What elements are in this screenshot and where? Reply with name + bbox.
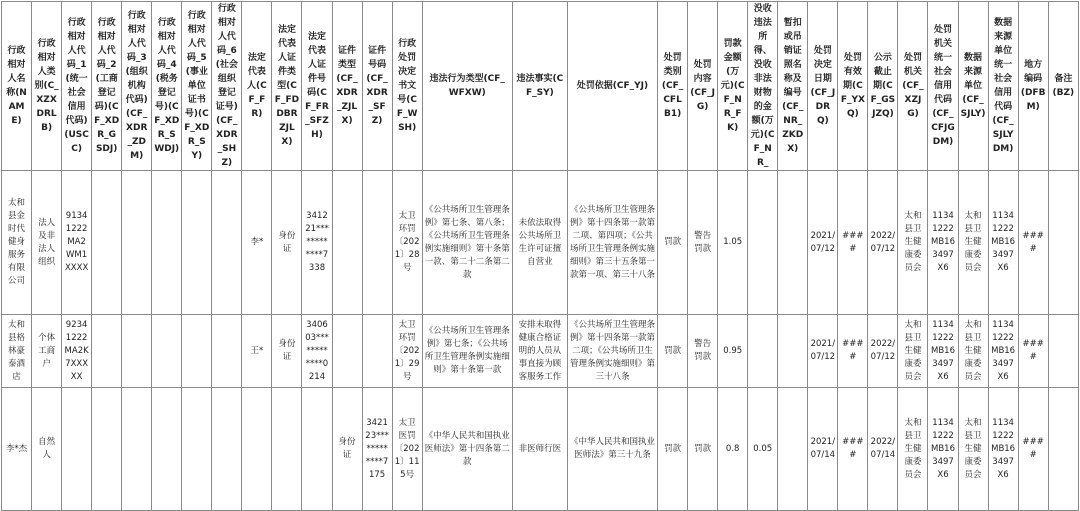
table-cell: 太和县卫生健康委员会 bbox=[898, 315, 928, 388]
penalty-table bbox=[1, 1, 1079, 511]
table-cell: 11341222MB163497X6 bbox=[928, 171, 958, 315]
table-cell: 太卫环罚〔2021〕29号 bbox=[392, 315, 422, 388]
table-cell bbox=[362, 315, 392, 388]
table-cell: 0.05 bbox=[748, 388, 778, 511]
header-cell: 法定代表人(CF_FR) bbox=[242, 2, 272, 171]
table-cell: 李*杰 bbox=[2, 388, 32, 511]
table-cell: 太和县金时代健身服务有限公司 bbox=[2, 171, 32, 315]
table-cell bbox=[92, 171, 122, 315]
table-cell bbox=[122, 388, 152, 511]
table-cell: 警告罚款 bbox=[688, 315, 718, 388]
table-cell: 太和县卫生健康委员会 bbox=[958, 388, 988, 511]
table-row bbox=[2, 171, 1079, 315]
table-cell: 2021/07/12 bbox=[808, 171, 838, 315]
header-cell: 行政处罚决定书文号(CF_WSH) bbox=[392, 2, 422, 171]
table-cell: 92341222MA2K7XXXXX bbox=[62, 315, 92, 388]
table-row bbox=[2, 315, 1079, 388]
table-cell: 自然人 bbox=[32, 388, 62, 511]
table-cell: 法人及非法人组织 bbox=[32, 171, 62, 315]
header-cell: 处罚类别(CF_CFLB1) bbox=[658, 2, 688, 171]
table-cell bbox=[212, 171, 242, 315]
table-cell bbox=[332, 171, 362, 315]
table-cell: 11341222MB163497X6 bbox=[928, 388, 958, 511]
table-cell bbox=[182, 315, 212, 388]
table-cell: 非医师行医 bbox=[512, 388, 567, 511]
table-row bbox=[2, 388, 1079, 511]
table-cell: 1.05 bbox=[718, 171, 748, 315]
header-cell: 行政相对人代码_1(统一社会信用代码)(USCC) bbox=[62, 2, 92, 171]
table-cell bbox=[152, 388, 182, 511]
table-cell bbox=[242, 388, 272, 511]
table-cell: 《公共场所卫生管理条例》第十四条第一款第二项、第四项；《公共场所卫生管理条例实施细则》第三十五条第一款第一项、第三十八条 bbox=[567, 171, 657, 315]
table-cell: 未依法取得公共场所卫生许可证擅自营业 bbox=[512, 171, 567, 315]
table-cell: 2021/07/14 bbox=[808, 388, 838, 511]
table-cell bbox=[778, 388, 808, 511]
table-cell: 《中华人民共和国执业医师法》第三十九条 bbox=[567, 388, 657, 511]
table-cell: #### bbox=[1018, 171, 1048, 315]
header-cell: 法定代表人证件号码(CF_FR_SFZH) bbox=[302, 2, 332, 171]
table-cell: 《公共场所卫生管理条例》第七条、第八条；《公共场所卫生管理条例实施细则》第十条第一款、第二十二条第二款 bbox=[422, 171, 512, 315]
header-cell: 备注(BZ) bbox=[1048, 2, 1078, 171]
table-cell bbox=[1048, 388, 1078, 511]
header-cell: 法定代表人证件类型(CF_FDDBRZJLX) bbox=[272, 2, 302, 171]
table-cell: 太和县卫生健康委员会 bbox=[958, 315, 988, 388]
header-cell: 处罚决定日期(CF_JDRQ) bbox=[808, 2, 838, 171]
table-cell: 11341222MB163497X6 bbox=[988, 315, 1018, 388]
table-cell bbox=[1048, 315, 1078, 388]
table-cell: 11341222MB163497X6 bbox=[928, 315, 958, 388]
table-cell: #### bbox=[838, 388, 868, 511]
table-cell: 太卫环罚〔2021〕28号 bbox=[392, 171, 422, 315]
table-cell: 2021/07/12 bbox=[808, 315, 838, 388]
table-cell: 罚款 bbox=[688, 388, 718, 511]
header-row bbox=[2, 2, 1079, 171]
table-cell bbox=[212, 388, 242, 511]
table-cell: 身份证 bbox=[272, 171, 302, 315]
header-cell: 罚款金额(万元)(CF_NR_FK) bbox=[718, 2, 748, 171]
header-cell: 行政相对人代码_3(组织机构代码)(CF_XDR_ZDM) bbox=[122, 2, 152, 171]
header-cell: 公示截止期(CF_GSJZQ) bbox=[868, 2, 898, 171]
table-cell: 341221************7338 bbox=[302, 171, 332, 315]
table-cell: 11341222MB163497X6 bbox=[988, 171, 1018, 315]
header-cell: 没收违法所得、没收非法财物的金额(万元)(CF_NR_ bbox=[748, 2, 778, 171]
header-cell: 数据来源单位统一社会信用代码(CF_SJLYDM) bbox=[988, 2, 1018, 171]
table-cell: #### bbox=[838, 315, 868, 388]
table-cell: 0.8 bbox=[718, 388, 748, 511]
table-cell bbox=[122, 315, 152, 388]
table-cell: 《公共场所卫生管理条例》第七条；《公共场所卫生管理条例实施细则》第十条第一款 bbox=[422, 315, 512, 388]
header-cell: 行政相对人名称(NAME) bbox=[2, 2, 32, 171]
header-cell: 行政相对人代码_4(税务登记号)(CF_XDR_SWDJ) bbox=[152, 2, 182, 171]
table-cell bbox=[778, 315, 808, 388]
table-cell: 340603************0214 bbox=[302, 315, 332, 388]
header-cell: 暂扣或吊销证照名称及编号(CF_NR_ZKDX) bbox=[778, 2, 808, 171]
table-cell bbox=[212, 315, 242, 388]
header-cell: 处罚依据(CF_YJ) bbox=[567, 2, 657, 171]
header-cell: 处罚机关统一社会信用代码(CF_CFJGDM) bbox=[928, 2, 958, 171]
table-cell: #### bbox=[1018, 315, 1048, 388]
table-cell: 《公共场所卫生管理条例》第十四条第一款第二项；《公共场所卫生管理条例实施细则》第三十八条 bbox=[567, 315, 657, 388]
header-cell: 证件号码(CF_XDR_SFZ) bbox=[362, 2, 392, 171]
table-cell bbox=[62, 388, 92, 511]
table-cell: 2022/07/12 bbox=[868, 315, 898, 388]
table-cell bbox=[748, 171, 778, 315]
table-cell bbox=[92, 388, 122, 511]
table-cell bbox=[778, 171, 808, 315]
table-cell: 太卫医罚〔2021〕115号 bbox=[392, 388, 422, 511]
table-cell: 《中华人民共和国执业医师法》第十四条第二款 bbox=[422, 388, 512, 511]
table-cell bbox=[92, 315, 122, 388]
table-cell: 个体工商户 bbox=[32, 315, 62, 388]
table-cell bbox=[182, 171, 212, 315]
table-cell bbox=[182, 388, 212, 511]
table-cell bbox=[748, 315, 778, 388]
table-cell: #### bbox=[1018, 388, 1048, 511]
table-cell bbox=[1048, 171, 1078, 315]
table-cell bbox=[122, 171, 152, 315]
header-cell: 证件类型(CF_XDR_ZJLX) bbox=[332, 2, 362, 171]
header-cell: 处罚内容(CF_JG) bbox=[688, 2, 718, 171]
header-cell: 地方编码(DFBM) bbox=[1018, 2, 1048, 171]
table-cell: 王* bbox=[242, 315, 272, 388]
table-cell: 太和县卫生健康委员会 bbox=[898, 171, 928, 315]
table-cell: 太和县卫生健康委员会 bbox=[958, 171, 988, 315]
header-cell: 行政相对人类别(C_XZXDRLB) bbox=[32, 2, 62, 171]
header-cell: 处罚机关(CF_XZJG) bbox=[898, 2, 928, 171]
table-cell: 342123************7175 bbox=[362, 388, 392, 511]
table-cell bbox=[152, 171, 182, 315]
table-cell: 2022/07/12 bbox=[868, 171, 898, 315]
table-cell: 11341222MB163497X6 bbox=[988, 388, 1018, 511]
table-cell: 安排未取得健康合格证明的人员从事直接为顾客服务工作 bbox=[512, 315, 567, 388]
table-cell: 李* bbox=[242, 171, 272, 315]
header-cell: 行政相对人代码_6(社会组织登记证号)(CF_XDR_SHZ) bbox=[212, 2, 242, 171]
table-cell: 身份证 bbox=[272, 315, 302, 388]
header-cell: 违法行为类型(CF_WFXW) bbox=[422, 2, 512, 171]
table-cell: 警告罚款 bbox=[688, 171, 718, 315]
table-cell: 罚款 bbox=[658, 171, 688, 315]
header-cell: 违法事实(CF_SY) bbox=[512, 2, 567, 171]
table-cell: 罚款 bbox=[658, 388, 688, 511]
table-cell: 91341222MA2WM1XXXX bbox=[62, 171, 92, 315]
table-cell: 身份证 bbox=[332, 388, 362, 511]
table-cell bbox=[302, 388, 332, 511]
table-cell: 0.95 bbox=[718, 315, 748, 388]
table-cell: 罚款 bbox=[658, 315, 688, 388]
table-cell bbox=[152, 315, 182, 388]
table-cell: 2022/07/14 bbox=[868, 388, 898, 511]
table-cell: 太和县卫生健康委员会 bbox=[898, 388, 928, 511]
table-cell: #### bbox=[838, 171, 868, 315]
table-cell bbox=[272, 388, 302, 511]
header-cell: 数据来源单位(CF_SJLY) bbox=[958, 2, 988, 171]
table-cell bbox=[362, 171, 392, 315]
table-cell: 太和县格林豪泰酒店 bbox=[2, 315, 32, 388]
table-cell bbox=[332, 315, 362, 388]
header-cell: 行政相对人代码_5(事业单位证书号)(CF_XDR_SY) bbox=[182, 2, 212, 171]
header-cell: 行政相对人代码_2(工商登记码)(CF_XDR_GSDJ) bbox=[92, 2, 122, 171]
header-cell: 处罚有效期(CF_YXQ) bbox=[838, 2, 868, 171]
